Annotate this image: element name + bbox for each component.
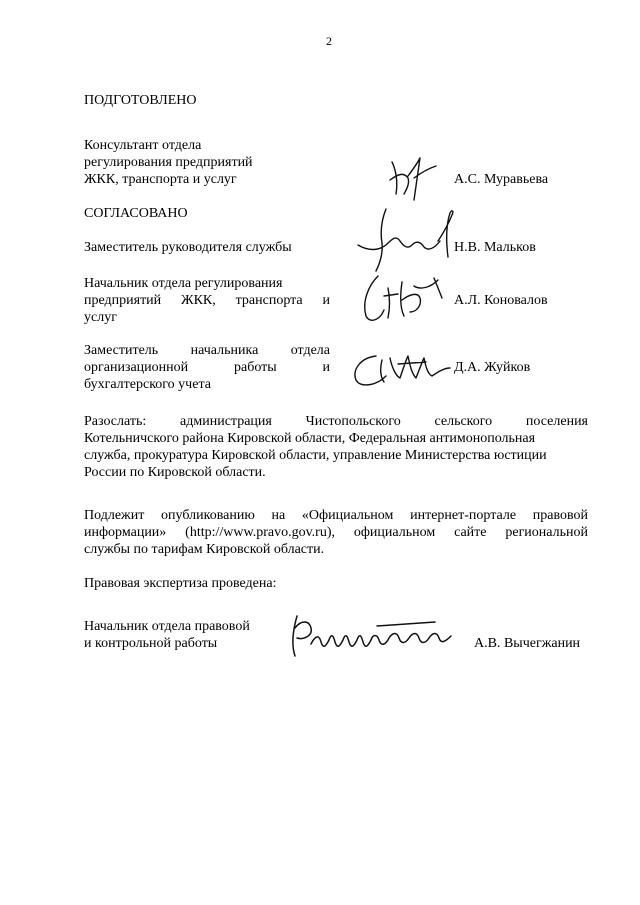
distribution-line-4: России по Кировской области. xyxy=(84,465,266,480)
signature-malkov xyxy=(352,205,462,275)
agreed-entry-2-name: А.Л. Коновалов xyxy=(454,293,548,308)
signature-vychegzhanin xyxy=(285,608,465,662)
prepared-name: А.С. Муравьева xyxy=(454,172,549,187)
agreed-entry-1-position: Заместитель руководителя службы xyxy=(84,240,292,255)
agreed-entry-3-position-line-1: Заместитель начальника отдела xyxy=(84,343,330,358)
agreed-entry-3-name: Д.А. Жуйков xyxy=(454,360,531,375)
legal-review-position-line-2: и контрольной работы xyxy=(84,636,218,651)
agreed-entry-2-position-line-2: предприятий ЖКК, транспорта и xyxy=(84,293,330,308)
publication-line-2: информации» (http://www.pravo.gov.ru), официальном сайте региональной xyxy=(84,525,588,540)
distribution-line-1: Разослать: администрация Чистопольского сельского поселения xyxy=(84,414,588,429)
legal-review-name: А.В. Вычегжанин xyxy=(474,636,581,651)
agreed-entry-2-position-line-1: Начальник отдела регулирования xyxy=(84,276,283,291)
signature-muravyeva xyxy=(380,150,450,210)
legal-review-position-line-1: Начальник отдела правовой xyxy=(84,619,250,634)
signature-zhuykov xyxy=(346,346,456,396)
prepared-position-line-3: ЖКК, транспорта и услуг xyxy=(84,172,237,187)
agreed-entry-2-position-line-3: услуг xyxy=(84,310,117,325)
legal-review-text: Правовая экспертиза проведена: xyxy=(84,576,277,591)
publication-line-1: Подлежит опубликованию на «Официальном интернет-портале правовой xyxy=(84,508,588,523)
distribution-line-3: служба, прокуратура Кировской области, управление Министерства юстиции xyxy=(84,448,547,463)
agreed-entry-1-name: Н.В. Мальков xyxy=(454,240,536,255)
page-number: 2 xyxy=(326,34,332,48)
agreed-heading: СОГЛАСОВАНО xyxy=(84,206,188,221)
agreed-entry-3-position-line-3: бухгалтерского учета xyxy=(84,377,211,392)
publication-line-3: службы по тарифам Кировской области. xyxy=(84,542,325,557)
prepared-position-line-1: Консультант отдела xyxy=(84,138,202,153)
prepared-position-line-2: регулирования предприятий xyxy=(84,155,253,170)
agreed-entry-3-position-line-2: организационной работы и xyxy=(84,360,330,375)
signature-konovalov xyxy=(358,268,448,338)
distribution-line-2: Котельничского района Кировской области, Федеральная антимонопольная xyxy=(84,431,536,446)
prepared-heading: ПОДГОТОВЛЕНО xyxy=(84,93,197,108)
